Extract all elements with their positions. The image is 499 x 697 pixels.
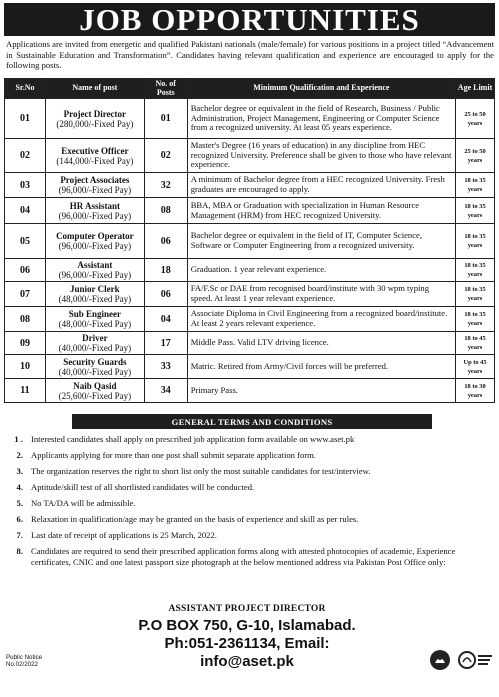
cell-qualification: Graduation. 1 year relevant experience. bbox=[187, 259, 455, 282]
cell-age: 18 to 35 years bbox=[456, 198, 495, 224]
footer-contact: Ph:051-2361134, Email: info@aset.pk bbox=[164, 635, 330, 670]
cell-age: 18 to 35 years bbox=[456, 282, 495, 307]
list-item bbox=[6, 530, 492, 541]
post-pay: (40,000/-Fixed Pay) bbox=[58, 343, 132, 353]
notice-line-1: Public Notice bbox=[6, 654, 43, 661]
term-text: Interested candidates shall apply on prescribed job application form available on www.aset.pk bbox=[31, 434, 355, 444]
cell-post bbox=[45, 198, 144, 224]
post-name: Security Guards bbox=[63, 356, 127, 367]
cell-posts: 06 bbox=[144, 282, 187, 307]
cell-qualification: Bachelor degree or equivalent in the field of IT, Computer Science, Software or Computer Engineering from a recognized university. bbox=[187, 224, 455, 259]
cell-qualification: A minimum of Bachelor degree from a HEC recognized University. Fresh graduates are encouraged to apply. bbox=[187, 173, 455, 198]
header-sr: Sr.No bbox=[5, 79, 46, 99]
cell-age: Up to 45 years bbox=[456, 355, 495, 379]
cell-posts: 08 bbox=[144, 198, 187, 224]
cell-qualification: Master's Degree (16 years of education) in any discipline from HEC recognized University. Preference shall be given to those who have relevant experience. bbox=[187, 139, 455, 173]
cell-sr: 11 bbox=[5, 379, 46, 403]
post-name: Executive Officer bbox=[61, 145, 129, 156]
cell-posts: 18 bbox=[144, 259, 187, 282]
header-qualification: Minimum Qualification and Experience bbox=[187, 79, 455, 99]
post-pay: (48,000/-Fixed Pay) bbox=[58, 319, 132, 329]
post-pay: (25,600/-Fixed Pay) bbox=[58, 390, 132, 401]
table-row bbox=[5, 379, 495, 403]
cell-qualification: FA/F.Sc or DAE from recognised board/institute with 30 wpm typing speed. At least 1 year relevant experience. bbox=[187, 282, 455, 307]
footer bbox=[0, 604, 499, 697]
cell-qualification: Matric. Retired from Army/Civil forces will be preferred. bbox=[187, 355, 455, 379]
list-item bbox=[6, 546, 492, 567]
term-text: No TA/DA will be admissible. bbox=[31, 498, 136, 508]
term-number: 8. bbox=[16, 546, 23, 556]
table-row bbox=[5, 198, 495, 224]
cell-posts: 33 bbox=[144, 355, 187, 379]
table-row bbox=[5, 259, 495, 282]
page-header bbox=[4, 3, 495, 36]
post-pay: (96,000/-Fixed Pay) bbox=[58, 270, 132, 280]
footer-address-block bbox=[120, 617, 374, 671]
terms-list bbox=[6, 434, 492, 567]
post-name: Driver bbox=[82, 333, 108, 343]
post-pay: (96,000/-Fixed Pay) bbox=[58, 210, 132, 221]
header-age: Age Limit bbox=[456, 79, 495, 99]
cell-qualification: Primary Pass. bbox=[187, 379, 455, 403]
intro-paragraph: Applications are invited from energetic and qualified Pakistani nationals (male/female) for various positions in a project titled “Advancement in Sustainable Education and Transformation”. Candidates having relevant qualification and experience are encouraged to apply for the following posts. bbox=[6, 39, 494, 70]
cell-post bbox=[45, 307, 144, 332]
post-pay: (40,000/-Fixed Pay) bbox=[58, 366, 132, 377]
term-text: Last date of receipt of applications is 25 March, 2022. bbox=[31, 530, 217, 540]
table-row bbox=[5, 307, 495, 332]
term-text: Applicants applying for more than one post shall submit separate application form. bbox=[31, 450, 316, 460]
cell-sr: 10 bbox=[5, 355, 46, 379]
cell-sr: 04 bbox=[5, 198, 46, 224]
footer-address: P.O BOX 750, G-10, Islamabad. bbox=[138, 617, 356, 634]
post-name: Sub Engineer bbox=[68, 309, 121, 319]
list-item bbox=[6, 498, 492, 509]
cell-sr: 02 bbox=[5, 139, 46, 173]
cell-age: 18 to 45 years bbox=[456, 332, 495, 355]
table-row bbox=[5, 282, 495, 307]
cell-posts: 04 bbox=[144, 307, 187, 332]
post-name: Project Associates bbox=[60, 175, 130, 185]
post-pay: (48,000/-Fixed Pay) bbox=[58, 294, 132, 304]
term-text: The organization reserves the right to short list only the most suitable candidates for test/interview. bbox=[31, 466, 371, 476]
cell-age: 18 to 30 years bbox=[456, 379, 495, 403]
term-text: Relaxation in qualification/age may be granted on the basis of experience and skill as per rules. bbox=[31, 514, 359, 524]
list-item bbox=[6, 482, 492, 493]
cell-age: 18 to 35 years bbox=[456, 224, 495, 259]
cell-sr: 03 bbox=[5, 173, 46, 198]
header-post: Name of post bbox=[45, 79, 144, 99]
cell-sr: 01 bbox=[5, 99, 46, 139]
term-number: 7. bbox=[16, 530, 23, 540]
cell-age: 25 to 50 years bbox=[456, 139, 495, 173]
table-row bbox=[5, 224, 495, 259]
jobs-table bbox=[4, 78, 495, 403]
notice-line-2: No.02/2022 bbox=[6, 661, 38, 668]
post-name: Computer Operator bbox=[56, 231, 134, 241]
term-number: 1 . bbox=[14, 434, 23, 444]
cell-posts: 01 bbox=[144, 99, 187, 139]
cell-posts: 02 bbox=[144, 139, 187, 173]
page-title: JOB OPPORTUNITIES bbox=[79, 1, 420, 37]
cell-sr: 08 bbox=[5, 307, 46, 332]
term-number: 5. bbox=[16, 498, 23, 508]
cell-qualification: Associate Diploma in Civil Engineering from a recognized board/institute. At least 2 years relevant experience. bbox=[187, 307, 455, 332]
list-item bbox=[6, 434, 492, 445]
cell-post bbox=[45, 139, 144, 173]
term-number: 3. bbox=[16, 466, 23, 476]
cell-posts: 06 bbox=[144, 224, 187, 259]
footer-designation: ASSISTANT PROJECT DIRECTOR bbox=[168, 604, 326, 614]
cell-sr: 07 bbox=[5, 282, 46, 307]
cell-sr: 06 bbox=[5, 259, 46, 282]
cell-post bbox=[45, 379, 144, 403]
cell-sr: 05 bbox=[5, 224, 46, 259]
post-name: Naib Qasid bbox=[73, 380, 117, 391]
term-text: Candidates are required to send their prescribed application forms along with attested photocopies of academic, Experience certificates, CNIC and one latest passport size photograph at the below mentioned address via Pakistan Post Office only: bbox=[31, 546, 456, 567]
cell-posts: 17 bbox=[144, 332, 187, 355]
cell-age: 18 to 35 years bbox=[456, 307, 495, 332]
cell-post bbox=[45, 259, 144, 282]
post-pay: (144,000/-Fixed Pay) bbox=[56, 155, 134, 166]
cell-post bbox=[45, 355, 144, 379]
post-pay: (280,000/-Fixed Pay) bbox=[56, 118, 134, 129]
table-header-row bbox=[5, 79, 495, 99]
cell-age: 25 to 50 years bbox=[456, 99, 495, 139]
cell-age: 18 to 35 years bbox=[456, 259, 495, 282]
terms-heading: GENERAL TERMS AND CONDITIONS bbox=[72, 414, 432, 429]
post-name: Junior Clerk bbox=[70, 284, 120, 294]
post-pay: (96,000/-Fixed Pay) bbox=[58, 185, 132, 195]
cell-post bbox=[45, 224, 144, 259]
cell-sr: 09 bbox=[5, 332, 46, 355]
term-text: Aptitude/skill test of all shortlisted candidates will be conducted. bbox=[31, 482, 255, 492]
post-pay: (96,000/-Fixed Pay) bbox=[58, 241, 132, 251]
term-number: 6. bbox=[16, 514, 23, 524]
list-item bbox=[6, 466, 492, 477]
table-row bbox=[5, 99, 495, 139]
post-name: HR Assistant bbox=[69, 200, 120, 211]
cell-qualification: BBA, MBA or Graduation with specialization in Human Resource Management (HRM) from HEC recognized University. bbox=[187, 198, 455, 224]
cell-qualification: Bachelor degree or equivalent in the field of Research, Business / Public Administration, Project Management, Engineering or Computer Science from a recognized university. At least 05 years experience. bbox=[187, 99, 455, 139]
list-item bbox=[6, 450, 492, 461]
table-row bbox=[5, 139, 495, 173]
table-row bbox=[5, 355, 495, 379]
table-row bbox=[5, 332, 495, 355]
cell-post bbox=[45, 173, 144, 198]
post-name: Assistant bbox=[77, 260, 113, 270]
cell-post bbox=[45, 99, 144, 139]
list-item bbox=[6, 514, 492, 525]
cell-age: 18 to 35 years bbox=[456, 173, 495, 198]
term-number: 2. bbox=[16, 450, 23, 460]
cell-posts: 34 bbox=[144, 379, 187, 403]
post-name: Project Director bbox=[63, 108, 127, 119]
table-row bbox=[5, 173, 495, 198]
cell-qualification: Middle Pass. Valid LTV driving licence. bbox=[187, 332, 455, 355]
cell-posts: 32 bbox=[144, 173, 187, 198]
aset-logo-icon bbox=[458, 649, 494, 671]
header-posts: No. of Posts bbox=[144, 79, 187, 99]
cell-post bbox=[45, 282, 144, 307]
public-notice bbox=[6, 654, 42, 668]
emblem-logo-icon bbox=[429, 649, 451, 671]
cell-post bbox=[45, 332, 144, 355]
term-number: 4. bbox=[16, 482, 23, 492]
